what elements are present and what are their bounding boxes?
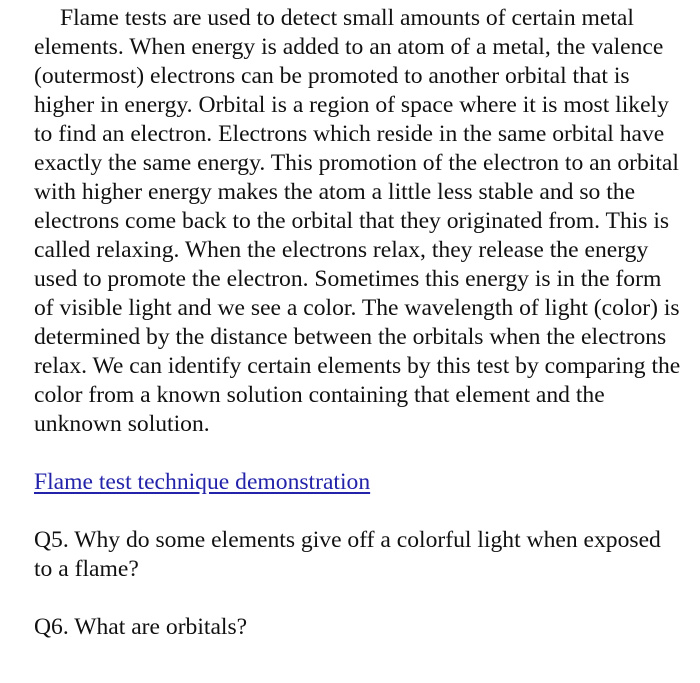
question-q5: Q5. Why do some elements give off a colorful light when exposed to a flame? — [34, 527, 661, 582]
question-q6: Q6. What are orbitals? — [34, 614, 248, 640]
flame-test-paragraph: Flame tests are used to detect small amounts of certain metal elements. When energy is added to an atom of a metal, the valence (outermost) electrons can be promoted to another orbital that is higher in energy. Orbital is a region of space where it is most likely to find an electron. Electrons which reside in the same orbital have exactly the same energy. This promotion of the electron to an orbital with higher energy makes the atom a little less stable and so the electrons come back to the orbital that they originated from. This is called relaxing. When the electrons relax, they release the energy used to promote the electron. Sometimes this energy is in the form of visible light and we see a color. The wavelength of light (color) is determined by the distance between the orbitals when the electrons relax. We can identify certain elements by this test by comparing the color from a known solution containing that element and the unknown solution. — [34, 5, 681, 437]
flame-test-demo-link[interactable]: Flame test technique demonstration — [34, 469, 371, 495]
document-body — [34, 4, 684, 642]
